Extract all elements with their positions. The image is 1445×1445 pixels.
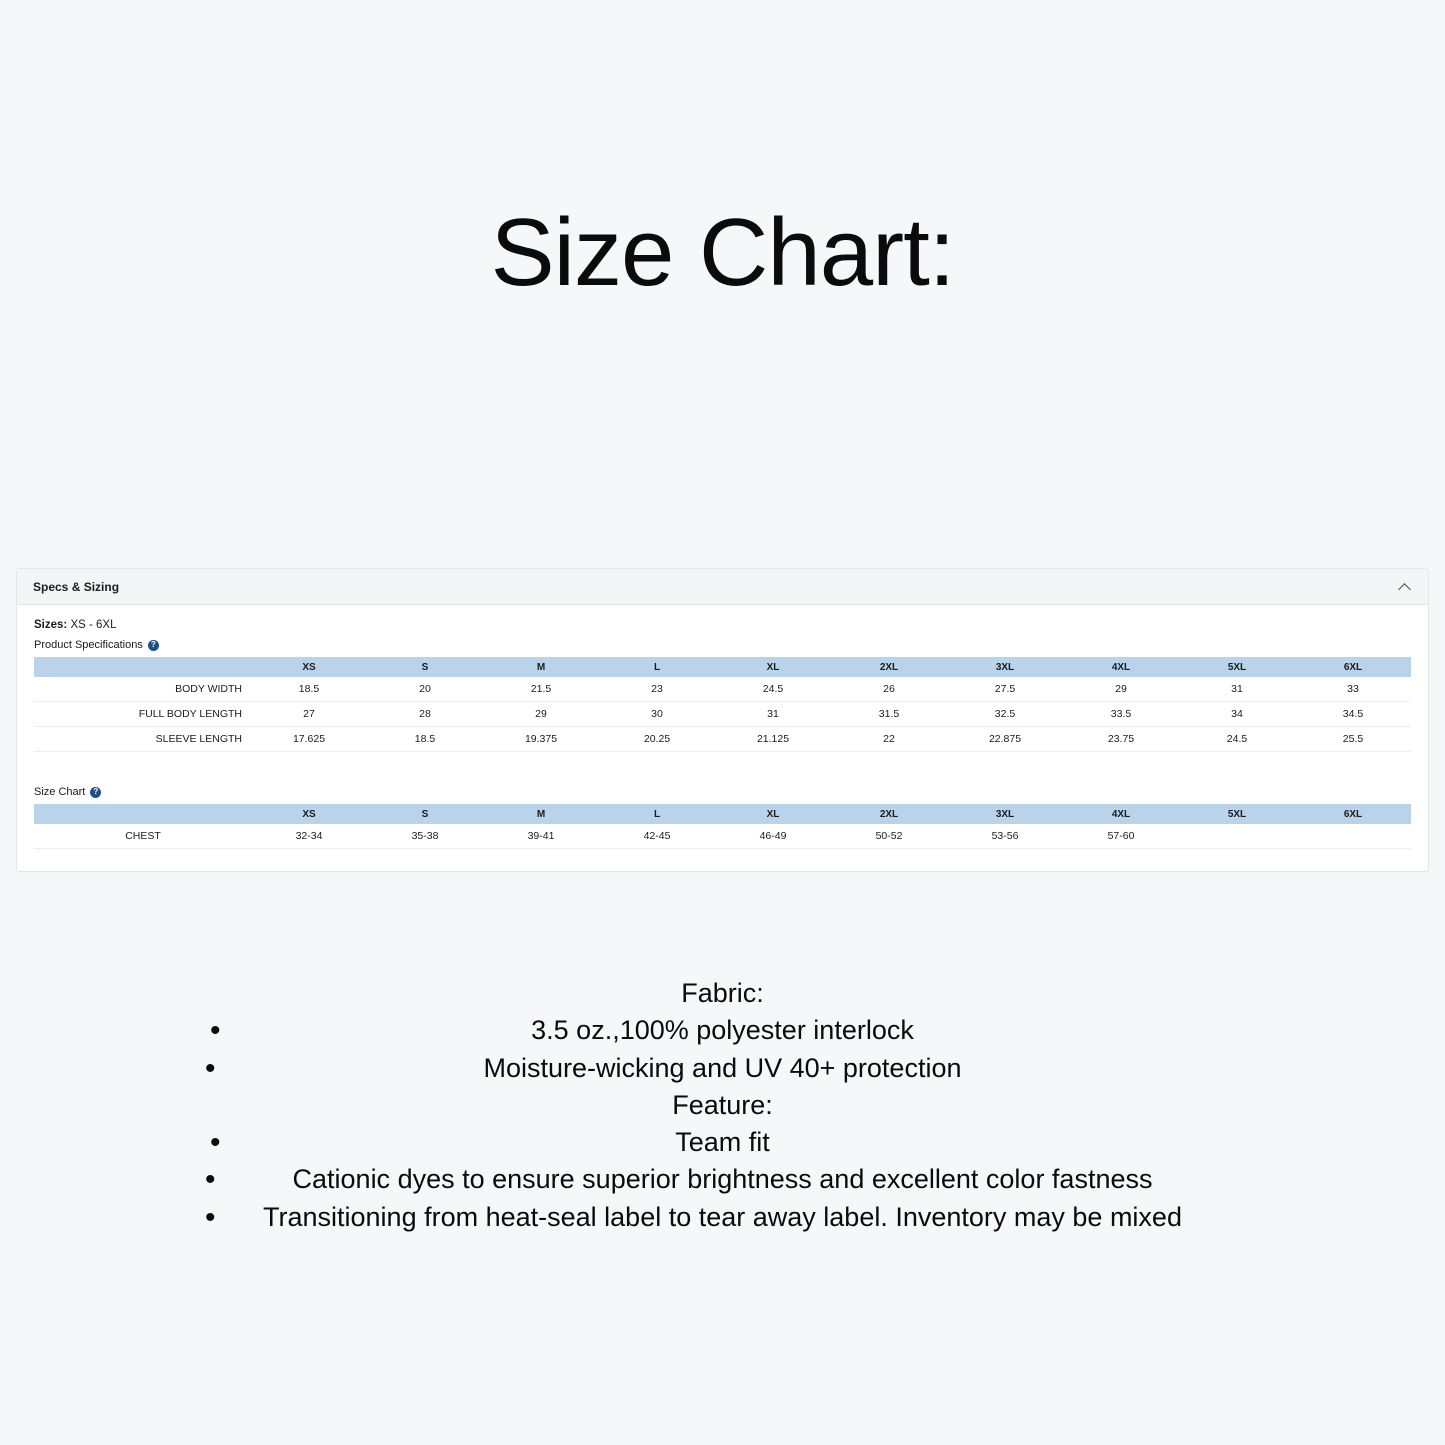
size-chart-text: Size Chart xyxy=(34,786,86,798)
table-header xyxy=(34,657,1411,677)
sizes-value: XS - 6XL xyxy=(70,619,117,631)
list-item: • Cationic dyes to ensure superior brightness and excellent color fastness xyxy=(0,1161,1445,1198)
cell-xs: 18.5 xyxy=(251,677,367,702)
cell-xl: 46-49 xyxy=(715,824,831,849)
cell-m: 19.375 xyxy=(483,727,599,752)
size-chart-table xyxy=(34,804,1411,849)
table-header-row xyxy=(34,804,1411,824)
chevron-up-icon[interactable] xyxy=(1398,580,1412,594)
cell-m: 21.5 xyxy=(483,677,599,702)
cell-3xl: 27.5 xyxy=(947,677,1063,702)
cell-5xl xyxy=(1179,824,1295,849)
help-icon[interactable]: ? xyxy=(90,787,101,798)
specs-panel-title: Specs & Sizing xyxy=(33,579,120,594)
row-label: FULL BODY LENGTH xyxy=(34,702,251,727)
cell-2xl: 22 xyxy=(831,727,947,752)
cell-s: 18.5 xyxy=(367,727,483,752)
column-header-s: S xyxy=(367,657,483,677)
table-header-row xyxy=(34,657,1411,677)
cell-4xl: 23.75 xyxy=(1063,727,1179,752)
column-header-l: L xyxy=(599,804,715,824)
cell-m: 39-41 xyxy=(483,824,599,849)
column-header-5xl: 5XL xyxy=(1179,804,1295,824)
table-row xyxy=(34,677,1411,702)
title-area xyxy=(0,0,1445,565)
column-header-xl: XL xyxy=(715,804,831,824)
product-specifications-table xyxy=(34,657,1411,752)
product-description xyxy=(0,975,1445,1236)
list-item: • Transitioning from heat-seal label to tear away label. Inventory may be mixed xyxy=(0,1199,1445,1236)
cell-xl: 31 xyxy=(715,702,831,727)
cell-5xl: 34 xyxy=(1179,702,1295,727)
list-item: • Moisture-wicking and UV 40+ protection xyxy=(0,1050,1445,1087)
table-spacer xyxy=(34,752,1411,786)
row-label: CHEST xyxy=(34,824,251,849)
feature-heading: Feature: xyxy=(672,1089,773,1120)
cell-4xl: 57-60 xyxy=(1063,824,1179,849)
feature-list xyxy=(0,1124,1445,1236)
column-header-4xl: 4XL xyxy=(1063,804,1179,824)
table-row xyxy=(34,727,1411,752)
column-header-2xl: 2XL xyxy=(831,804,947,824)
product-specifications-text: Product Specifications xyxy=(34,639,143,651)
cell-6xl: 34.5 xyxy=(1295,702,1411,727)
size-chart-label xyxy=(34,786,1411,798)
cell-4xl: 33.5 xyxy=(1063,702,1179,727)
row-label: BODY WIDTH xyxy=(34,677,251,702)
cell-3xl: 53-56 xyxy=(947,824,1063,849)
column-header-xs: XS xyxy=(251,657,367,677)
cell-xl: 24.5 xyxy=(715,677,831,702)
specs-panel-body xyxy=(17,605,1428,871)
fabric-heading: Fabric: xyxy=(681,978,764,1008)
cell-3xl: 22.875 xyxy=(947,727,1063,752)
cell-l: 30 xyxy=(599,702,715,727)
page-title: Size Chart: xyxy=(490,198,955,306)
table-body xyxy=(34,677,1411,752)
cell-m: 29 xyxy=(483,702,599,727)
row-label: SLEEVE LENGTH xyxy=(34,727,251,752)
column-header-6xl: 6XL xyxy=(1295,657,1411,677)
column-header-l: L xyxy=(599,657,715,677)
cell-2xl: 31.5 xyxy=(831,702,947,727)
column-header-3xl: 3XL xyxy=(947,657,1063,677)
sizes-range xyxy=(34,619,1411,631)
cell-s: 35-38 xyxy=(367,824,483,849)
cell-l: 20.25 xyxy=(599,727,715,752)
list-item: • Team fit xyxy=(0,1124,1445,1161)
help-icon[interactable]: ? xyxy=(148,640,159,651)
cell-xs: 17.625 xyxy=(251,727,367,752)
specs-panel-header[interactable] xyxy=(17,569,1428,605)
column-header-2xl: 2XL xyxy=(831,657,947,677)
sizes-label: Sizes: xyxy=(34,619,68,631)
table-header xyxy=(34,804,1411,824)
cell-xs: 27 xyxy=(251,702,367,727)
cell-5xl: 24.5 xyxy=(1179,727,1295,752)
column-header-4xl: 4XL xyxy=(1063,657,1179,677)
fabric-list xyxy=(0,1012,1445,1087)
table-body xyxy=(34,824,1411,849)
column-header-xs: XS xyxy=(251,804,367,824)
column-header-xl: XL xyxy=(715,657,831,677)
cell-l: 42-45 xyxy=(599,824,715,849)
cell-6xl: 33 xyxy=(1295,677,1411,702)
cell-4xl: 29 xyxy=(1063,677,1179,702)
cell-6xl xyxy=(1295,824,1411,849)
column-header-rowlabel xyxy=(34,804,251,824)
cell-2xl: 26 xyxy=(831,677,947,702)
product-specifications-label xyxy=(34,639,1411,651)
cell-3xl: 32.5 xyxy=(947,702,1063,727)
cell-s: 20 xyxy=(367,677,483,702)
cell-s: 28 xyxy=(367,702,483,727)
column-header-3xl: 3XL xyxy=(947,804,1063,824)
cell-xl: 21.125 xyxy=(715,727,831,752)
cell-5xl: 31 xyxy=(1179,677,1295,702)
column-header-m: M xyxy=(483,657,599,677)
cell-6xl: 25.5 xyxy=(1295,727,1411,752)
column-header-6xl: 6XL xyxy=(1295,804,1411,824)
list-item: • 3.5 oz.,100% polyester interlock xyxy=(0,1012,1445,1049)
table-row xyxy=(34,702,1411,727)
specs-and-sizing-panel xyxy=(16,568,1429,872)
column-header-m: M xyxy=(483,804,599,824)
column-header-rowlabel xyxy=(34,657,251,677)
cell-2xl: 50-52 xyxy=(831,824,947,849)
cell-xs: 32-34 xyxy=(251,824,367,849)
table-row xyxy=(34,824,1411,849)
cell-l: 23 xyxy=(599,677,715,702)
column-header-s: S xyxy=(367,804,483,824)
column-header-5xl: 5XL xyxy=(1179,657,1295,677)
